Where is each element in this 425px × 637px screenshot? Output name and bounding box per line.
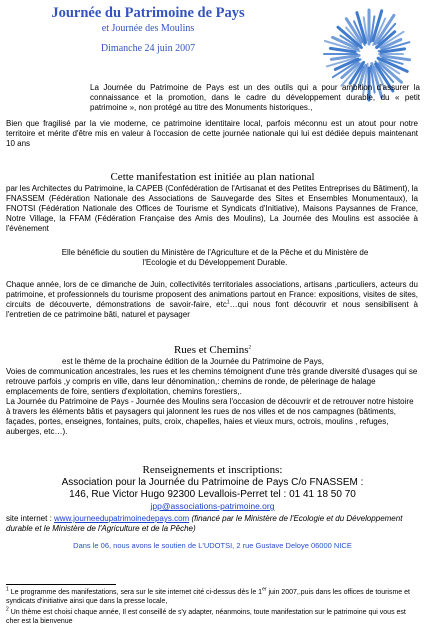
event-date: Dimanche 24 juin 2007 xyxy=(100,43,196,54)
page-subtitle: et Journée des Moulins xyxy=(101,23,195,34)
ministry-support: Elle bénéficie du soutien du Ministère de l'Agriculture et de la Pêche et du Ministère de l'Ecologie et du Développement Durable. xyxy=(61,248,369,267)
contact-email-link[interactable]: jpp@associations-patrimoine.org xyxy=(150,501,275,511)
activities-paragraph xyxy=(6,280,418,320)
footnote-mark-2: 2 xyxy=(6,606,9,613)
intro-paragraph-2: Bien que fragilisé par la vie moderne, ce patrimoine identitaire local, parfois méconnu est un atout pour notre territoire et mérite d'être mis en valeur à l'occasion de cette journée nationale qui lui est dédiée depuis maintenant 10 ans xyxy=(6,119,418,148)
theme-intro: est le thème de la prochaine édition de la Journée du Patrimoine de Pays, xyxy=(62,357,324,366)
footnote-1-text: Le programme des manifestations, sera sur le site internet cité ci-dessus dès le 1 xyxy=(8,589,263,596)
footnote-2 xyxy=(6,608,418,626)
section-heading-national: Cette manifestation est initiée au plan national xyxy=(110,171,315,183)
footnote-1-ordinal: er xyxy=(262,586,267,593)
theme-paragraphs xyxy=(6,357,418,437)
theme-title: Rues et Chemins xyxy=(173,344,249,356)
activities-text-end: …qui nous font découvrir et nous sensibilisent à l'entretien de ce patrimoine bâti, naturel et paysager xyxy=(6,300,419,319)
contact-block xyxy=(0,477,425,512)
footnote-1-text-end: juin 2007,.puis dans les offices de tourisme et syndicats d'initiative ainsi que dans la presse locale, xyxy=(6,589,410,605)
website-funding-note: (financé par le Ministère de l'Ecologie et du Développement durable et le Ministère de l'Agriculture et de la Pêche) xyxy=(6,514,403,533)
footnote-1 xyxy=(6,588,418,606)
website-label: site internet : xyxy=(6,514,55,523)
contact-association: Association pour la Journée du Patrimoine de Pays C/o FNASSEM : xyxy=(61,477,364,488)
organizers-paragraph: par les Architectes du Patrimoine, la CAPEB (Confédération de l'Artisanat et des Petites Entreprises du Bâtiment), la FNASSEM (Fédération Nationale des Associations de Sauvegarde des Sites et Ensembles Monumentaux), la FNOTSI (Fédération Nationale des Offices de Tourisme et Syndicats d'Initiative), Maisons Paysannes de France, Notre Village, la FFAM (Fédération Française des Amis des Moulins), La Journée des Moulins est associée à l'évènement xyxy=(6,184,418,233)
footnote-separator xyxy=(6,584,116,585)
section-heading-theme xyxy=(0,344,425,357)
footnote-mark-1: 1 xyxy=(6,586,9,593)
local-support-line: Dans le 06, nous avons le soutien de L'UDOTSI, 2 rue Gustave Deloye 06000 NICE xyxy=(73,541,352,550)
footnote-ref-1[interactable]: 1 xyxy=(226,299,230,306)
activities-text: Chaque année, lors de ce dimanche de Juin, collectivités territoriales associations, artisans ,particuliers, acteurs du patrimoine, et professionnels du tourisme proposent des animations partout en France: expositions, visites de sites, circuits de découverte, démonstrations de savoir-faire, etc xyxy=(6,280,418,309)
theme-body-1: Voies de communication ancestrales, les rues et les chemins témoignent d'une très grande diversité d'usages qui se retrouve parfois ,y compris en ville, dans leur dénomination,: chemins de ronde, de pèlerinage de halage emplacements de foire, sentiers d'exploitation, chemins forestiers,. xyxy=(6,367,418,396)
website-link[interactable]: www.journeedupatrimoinedepays.com xyxy=(54,514,190,523)
intro-paragraph-1: La Journée du Patrimoine de Pays est un des outils qui a pour ambition d'assurer la connaissance et la promotion, dans le cadre du développement durable, du « petit patrimoine », non protégé au titre des Monuments historiques., xyxy=(90,83,420,112)
website-line xyxy=(6,514,418,534)
page-title: Journée du Patrimoine de Pays xyxy=(51,5,245,21)
footnote-2-text: Un thème est choisi chaque année, Il est conseillé de s'y adapter, néanmoins, toute manifestation sur le patrimoine qui vous est cher est la bienvenue xyxy=(6,609,406,625)
footnote-ref-2[interactable]: 2 xyxy=(248,345,252,351)
contact-address: 146, Rue Victor Hugo 92300 Levallois-Perret tel : 01 41 18 50 70 xyxy=(69,489,356,500)
section-heading-contact: Renseignements et inscriptions: xyxy=(142,464,283,476)
theme-body-2: La Journée du Patrimoine de Pays - Journée des Moulins sera l'occasion de découvrir et de retrouver notre histoire à travers les éléments bâtis et paysagers qui jalonnent les rues de nos villes et de nos campagnes (bâtiments, façades, portes, enseignes, fontaines, puits, croix, chapelles, haies et vieux murs, octrois, moulins , refuges, auberges, etc…). xyxy=(6,397,414,436)
